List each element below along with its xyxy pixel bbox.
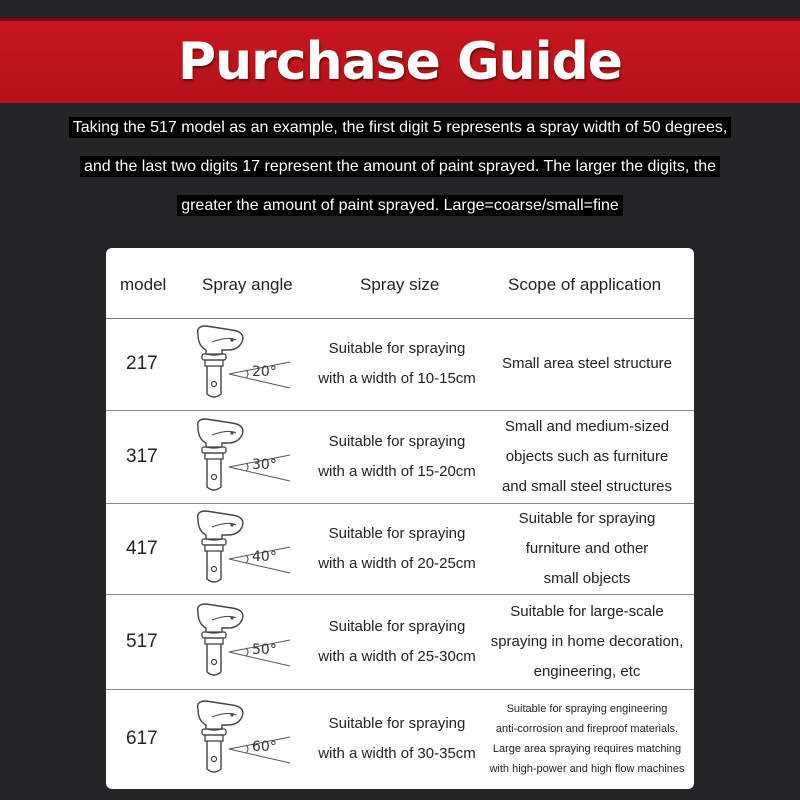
header-model: model [120,275,167,294]
scope-line: Suitable for spraying engineering [506,703,668,715]
scope-text [489,597,685,687]
scope-text [489,412,685,502]
scope-line: Suitable for spraying [518,509,656,527]
spray-size-line: with a width of 30-35cm [318,745,476,762]
model-number: 317 [126,445,158,467]
spray-tip-icon [192,600,298,689]
spray-size-line: with a width of 25-30cm [318,647,476,665]
scope-text [489,699,685,779]
intro-text [20,108,780,225]
scope-line: small objects [543,569,631,587]
spray-tip-icon [192,507,298,596]
scope-line: engineering, etc [533,662,641,680]
model-number: 517 [126,630,158,652]
table-header [106,248,694,319]
scope-line: Small and medium-sized [504,417,670,435]
page-title: Purchase Guide [177,32,623,92]
header-spray-angle: Spray angle [202,275,293,294]
spray-size-line: Suitable for spraying [328,432,466,450]
spray-size-text [302,709,492,769]
spray-size-line: with a width of 20-25cm [318,554,476,572]
scope-line: Large area spraying requires matching [492,743,682,755]
spec-table [106,248,694,789]
spray-size-text [302,427,492,487]
angle-label: 50° [252,641,277,658]
scope-line: with high-power and high flow machines [489,763,685,775]
spray-size-line: Suitable for spraying [328,524,466,542]
angle-label: 20° [252,364,277,380]
table-row [106,503,694,595]
spray-size-text [302,519,492,579]
angle-label: 40° [252,548,277,565]
table-row [106,318,694,411]
table-row [106,410,694,504]
scope-line: anti-corrosion and fireproof materials. [495,723,679,735]
spray-tip-icon [192,697,298,786]
scope-line: objects such as furniture [505,447,669,465]
intro-line-3: greater the amount of paint sprayed. Large=coarse/small=fine [177,195,623,216]
spray-size-line: Suitable for spraying [328,715,466,732]
spray-size-text [302,612,492,672]
spray-tip-icon [192,415,298,504]
header-spray-size: Spray size [360,275,440,294]
intro-line-1: Taking the 517 model as an example, the first digit 5 represents a spray width of 50 degrees, [69,117,732,138]
spray-size-line: Suitable for spraying [328,617,466,635]
scope-line: furniture and other [525,539,649,557]
model-number: 217 [126,353,158,374]
spray-size-line: with a width of 10-15cm [318,370,476,387]
model-number: 617 [126,728,158,749]
spray-tip-icon [192,322,298,411]
spray-size-line: with a width of 15-20cm [318,462,476,480]
scope-text [489,504,685,594]
scope-text [489,349,685,379]
angle-label: 60° [252,739,277,755]
table-row [106,689,694,789]
scope-line: and small steel structures [501,477,673,495]
intro-line-2: and the last two digits 17 represent the amount of paint sprayed. The larger the digits, the [80,156,720,177]
title-banner [0,18,800,103]
scope-line: Small area steel structure [501,355,673,372]
model-number: 417 [126,537,158,559]
angle-label: 30° [252,456,277,473]
scope-line: Suitable for large-scale [510,602,664,620]
spray-size-line: Suitable for spraying [328,340,466,357]
table-row [106,594,694,690]
spray-size-text [302,334,492,394]
header-scope: Scope of application [508,275,662,294]
scope-line: spraying in home decoration, [490,632,684,650]
